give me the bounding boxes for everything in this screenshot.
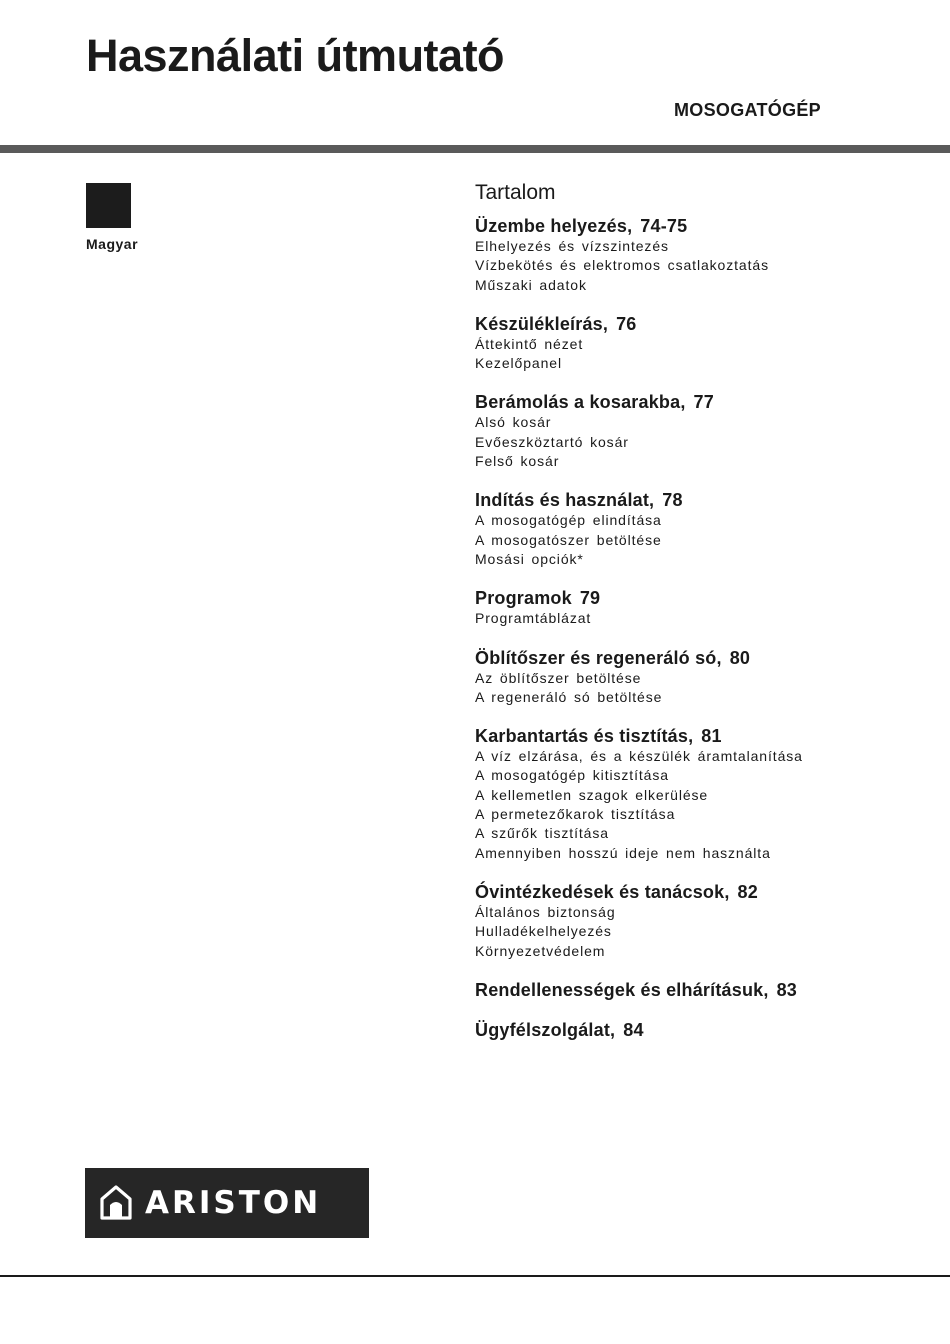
toc-section-heading bbox=[475, 1019, 935, 1041]
toc-section-title: Berámolás a kosarakba, bbox=[475, 392, 686, 413]
toc-subitem-list bbox=[475, 747, 935, 863]
toc-section-page: 78 bbox=[662, 490, 683, 511]
toc-section-heading bbox=[475, 979, 935, 1001]
toc-subitem-list bbox=[475, 413, 935, 471]
toc-subitem: Amennyiben hosszú ideje nem használta bbox=[475, 844, 771, 861]
toc-section-page: 81 bbox=[701, 726, 722, 747]
toc-section-page: 80 bbox=[729, 647, 751, 668]
toc-section-title: Öblítőszer és regeneráló só, bbox=[475, 647, 722, 668]
toc-section bbox=[475, 979, 935, 1001]
toc-heading: Tartalom bbox=[475, 181, 556, 204]
toc-section-page: 74-75 bbox=[640, 216, 688, 236]
product-type-label: MOSOGATÓGÉP bbox=[674, 100, 821, 120]
toc-section-title: Üzembe helyezés, bbox=[475, 216, 633, 236]
toc-section-page: 79 bbox=[579, 588, 601, 609]
toc-section-heading bbox=[475, 489, 935, 511]
toc-subitem: Mosási opciók* bbox=[475, 550, 584, 567]
toc-subitem: A regeneráló só betöltése bbox=[475, 688, 663, 705]
toc-section bbox=[475, 215, 935, 295]
toc-section bbox=[475, 725, 935, 863]
toc-subitem: A mosogatószer betöltése bbox=[475, 531, 662, 548]
toc-subitem: Alsó kosár bbox=[475, 414, 552, 431]
toc-section bbox=[475, 647, 935, 708]
toc-section-heading bbox=[475, 725, 935, 747]
footer-divider bbox=[0, 1275, 950, 1277]
toc-section-heading bbox=[475, 391, 935, 413]
toc-subitem: A szűrők tisztítása bbox=[475, 825, 609, 842]
toc-subitem-list bbox=[475, 903, 935, 961]
toc-subitem-list bbox=[475, 335, 935, 374]
toc-section-title: Programok bbox=[475, 588, 572, 609]
toc-subitem: Hulladékelhelyezés bbox=[475, 923, 612, 940]
language-marker-square bbox=[86, 183, 131, 228]
toc-subitem: Felső kosár bbox=[475, 453, 560, 470]
toc-subitem: A víz elzárása, és a készülék áramtalanítása bbox=[475, 748, 803, 765]
toc-section bbox=[475, 489, 935, 569]
toc-section-page: 82 bbox=[737, 881, 758, 902]
toc-section-heading bbox=[475, 215, 935, 237]
toc-subitem-list bbox=[475, 669, 935, 708]
table-of-contents bbox=[475, 180, 935, 1059]
ariston-house-icon bbox=[99, 1185, 133, 1221]
document-title: Használati útmutató bbox=[86, 30, 505, 81]
toc-section-title: Ügyfélszolgálat, bbox=[475, 1019, 616, 1040]
toc-section-title: Indítás és használat, bbox=[475, 490, 655, 511]
toc-subitem: Általános biztonság bbox=[475, 903, 616, 920]
brand-name: ARISTON bbox=[145, 1185, 322, 1221]
toc-section-heading bbox=[475, 881, 935, 903]
toc-subitem: A mosogatógép kitisztítása bbox=[475, 767, 669, 784]
toc-subitem: Kezelőpanel bbox=[475, 355, 562, 372]
toc-section-page: 84 bbox=[623, 1019, 644, 1040]
toc-subitem: Elhelyezés és vízszintezés bbox=[475, 238, 669, 254]
toc-subitem-list bbox=[475, 609, 935, 628]
ariston-logo bbox=[85, 1168, 369, 1238]
toc-section-page: 77 bbox=[693, 392, 714, 413]
toc-subitem: Vízbekötés és elektromos csatlakoztatás bbox=[475, 257, 769, 274]
toc-section bbox=[475, 1019, 935, 1041]
toc-subitem: A kellemetlen szagok elkerülése bbox=[475, 786, 709, 803]
toc-section-title: Óvintézkedések és tanácsok, bbox=[475, 881, 730, 902]
toc-subitem-list bbox=[475, 511, 935, 569]
toc-section bbox=[475, 587, 935, 628]
toc-section-page: 76 bbox=[616, 313, 637, 334]
toc-subitem-list bbox=[475, 237, 935, 295]
toc-section bbox=[475, 313, 935, 374]
toc-section-title: Készülékleírás, bbox=[475, 313, 609, 334]
toc-section-title: Karbantartás és tisztítás, bbox=[475, 726, 694, 747]
header-divider bbox=[0, 145, 950, 153]
toc-subitem: Környezetvédelem bbox=[475, 942, 606, 959]
toc-subitem: Műszaki adatok bbox=[475, 276, 587, 293]
toc-section-page: 83 bbox=[776, 979, 797, 1000]
toc-section-heading bbox=[475, 587, 935, 609]
toc-subitem: A mosogatógép elindítása bbox=[475, 512, 662, 529]
toc-section bbox=[475, 881, 935, 961]
toc-section-title: Rendellenességek és elhárításuk, bbox=[475, 979, 769, 1000]
toc-section bbox=[475, 391, 935, 471]
language-label: Magyar bbox=[86, 236, 139, 252]
toc-subitem: Evőeszköztartó kosár bbox=[475, 433, 629, 450]
toc-subitem: Programtáblázat bbox=[475, 610, 592, 627]
toc-subitem: Az öblítőszer betöltése bbox=[475, 669, 642, 686]
toc-subitem: Áttekintő nézet bbox=[475, 335, 584, 352]
toc-section-heading bbox=[475, 647, 935, 669]
toc-sections bbox=[475, 215, 935, 1041]
toc-subitem: A permetezőkarok tisztítása bbox=[475, 806, 676, 823]
toc-section-heading bbox=[475, 313, 935, 335]
